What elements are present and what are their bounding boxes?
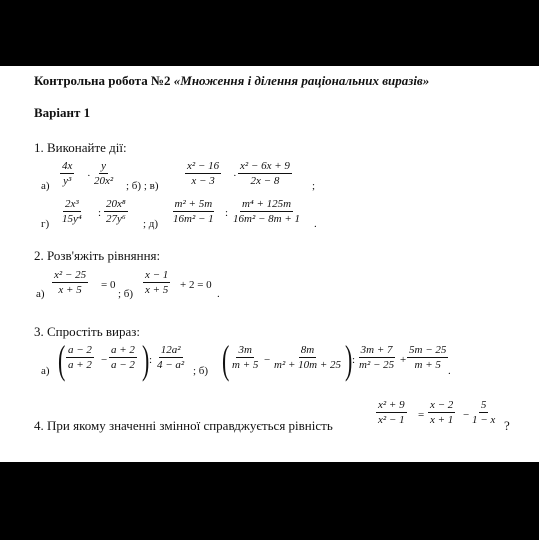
equals-op: = <box>418 409 425 421</box>
left-paren: ( <box>222 337 230 382</box>
task3-a-frac3: $\frac{\text{12a²}}{\text{4 − a²}}$ <box>157 344 185 371</box>
minus-op: − <box>101 354 108 366</box>
task3-a-label: а) <box>41 365 50 377</box>
task3-b-frac3: $\frac{3m + 7}{\text{m² − 25}}$ <box>359 344 395 371</box>
right-paren: ) <box>142 337 150 382</box>
task1-g-frac2: $\frac{\text{20x⁸}}{\text{27y⁶}}$ <box>106 198 126 225</box>
task2-b-eq: + 2 = 0 <box>180 279 212 291</box>
task2-a-eq: = 0 <box>101 279 116 291</box>
period: . <box>314 218 317 230</box>
period: . <box>217 288 220 300</box>
task4-text: 4. При якому значенні змінної справджується рівність <box>34 418 333 433</box>
task1-heading: 1. Виконайте дії: <box>34 140 127 155</box>
div-op: : <box>149 354 153 366</box>
task2-a-frac: $\frac{\text{x² − 25}}{x + 5}$ <box>54 269 87 296</box>
task1-v-frac1: $\frac{\text{x² − 16}}{x - 3}$ <box>187 160 220 187</box>
right-paren: ) <box>345 337 353 382</box>
left-paren: ( <box>58 337 66 382</box>
task2-b-frac: $\frac{x - 1}{x + 5}$ <box>145 269 169 296</box>
task1-v-frac2: $\frac{\text{x² − 6x + 9}}{2x - 8}$ <box>240 160 290 187</box>
title-plain: Контрольна робота №2 <box>34 73 174 88</box>
task2-heading: 2. Розв'яжіть рівняння: <box>34 248 161 263</box>
plus-op: + <box>400 354 407 366</box>
div-op: : <box>225 207 229 219</box>
title-italic: «Множення і ділення раціональних виразів» <box>173 73 430 88</box>
task2-a-label: а) <box>36 288 45 300</box>
dot-op: · <box>87 170 91 182</box>
doc-title <box>34 73 429 89</box>
task4-frac3: $\frac{5}{1 - x}$ <box>472 399 496 426</box>
variant-label: Варіант 1 <box>34 105 91 120</box>
task1-d-frac1: $\frac{\text{m² + 5m}}{\text{16m² − 1}}$ <box>173 198 214 225</box>
task1-g-label: г) <box>41 218 50 230</box>
dot-op: · <box>233 170 237 182</box>
period: . <box>448 365 451 377</box>
div-op: : <box>352 354 356 366</box>
minus-op: − <box>463 409 470 421</box>
task3-b-frac4: $\frac{5m - 25}{m + 5}$ <box>409 344 447 371</box>
task3-b-frac2: $\frac{8m}{\text{m² + 10m + 25}}$ <box>274 344 342 371</box>
task1-sep-d: ; д) <box>143 218 159 230</box>
question-mark: ? <box>504 418 510 433</box>
task3-heading: 3. Спростіть вираз: <box>34 324 140 339</box>
task1-d-frac2: $\frac{\text{m⁴ + 125m}}{\text{16m² − 8m + 1}}$ <box>233 198 301 225</box>
task3-b-label: ; б) <box>193 365 209 377</box>
task3-a-frac2: $\frac{a + 2}{a - 2}$ <box>111 344 135 371</box>
task1-a-frac2: $\frac{y}{\text{20x²}}$ <box>94 160 114 187</box>
task4-frac2: $\frac{x - 2}{x + 1}$ <box>430 399 454 426</box>
task1-a-frac1: $\frac{4x}{\text{y³}}$ <box>62 160 73 187</box>
task1-a-label: а) <box>41 180 50 192</box>
task4-frac1: $\frac{\text{x² + 9}}{\text{x² − 1}}$ <box>378 399 405 426</box>
task2-b-label: ; б) <box>118 288 134 300</box>
minus-op: − <box>264 354 271 366</box>
task1-sep-b: ; б) ; в) <box>126 180 159 192</box>
semicolon: ; <box>312 180 316 192</box>
worksheet-page <box>0 66 539 462</box>
task3-a-frac1: $\frac{a - 2}{a + 2}$ <box>68 344 92 371</box>
div-op: : <box>98 207 102 219</box>
task3-b-frac1: $\frac{3m}{m + 5}$ <box>232 344 259 371</box>
task1-g-frac1: $\frac{\text{2x³}}{\text{15y⁴}}$ <box>62 198 82 225</box>
